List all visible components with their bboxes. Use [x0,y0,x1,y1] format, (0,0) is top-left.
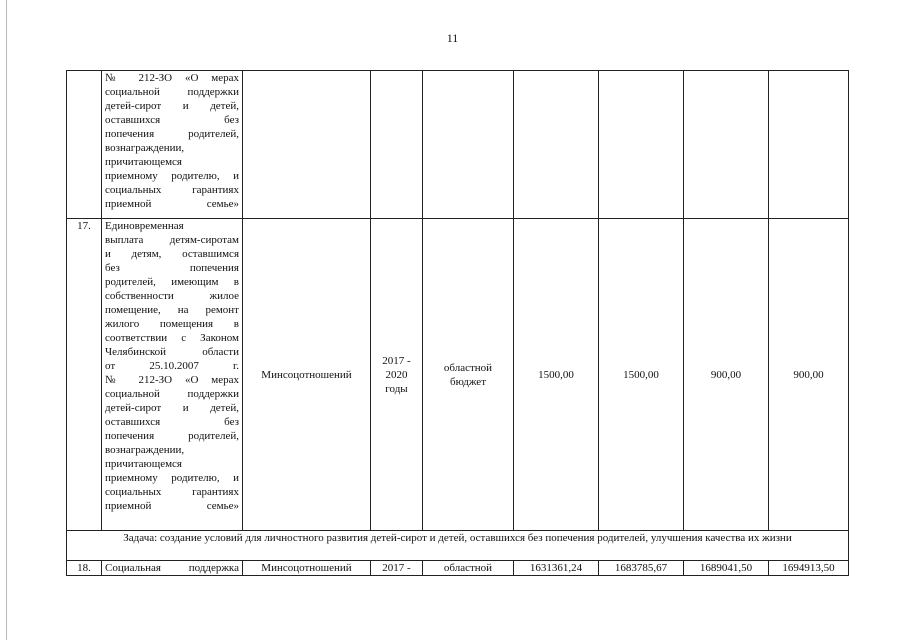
row-number-cell: 18. [67,561,102,576]
period-cell: 2017 - [371,561,423,576]
table-row-continued [67,71,849,219]
total-amount-cell: 1631361,24 [514,561,599,576]
table-row-17 [67,219,849,531]
row-number-cell: 17. [67,219,102,531]
measure-description-cell: Социальная поддержка [102,561,243,576]
year-amount-cell: 1683785,67 [599,561,684,576]
page-binding-line [6,0,7,640]
total-amount-cell: 1500,00 [514,219,599,531]
program-measures-table [66,70,849,576]
table-row-18 [67,561,849,576]
year-amount-cell: 1500,00 [599,219,684,531]
year-amount-cell: 900,00 [684,219,769,531]
executor-cell [243,71,371,219]
measure-description-cell: № 212-ЗО «О мерах социальной поддержки детей-сирот и детей, оставшихся без попечения родителей, вознаграждении, причитающемся приемному родителю, и социальных гарантиях приемной семье» [102,71,243,219]
period-cell: 2017 - 2020 годы [371,219,423,531]
source-cell [423,71,514,219]
total-cell [514,71,599,219]
year-cell [769,71,849,219]
task-row [67,531,849,561]
year-cell [599,71,684,219]
funding-source-cell: областной бюджет [423,219,514,531]
year-cell [684,71,769,219]
executor-cell: Минсоцотношений [243,219,371,531]
period-cell [371,71,423,219]
task-heading: Задача: создание условий для личностного развития детей-сирот и детей, оставшихся без попечения родителей, улучшения качества их жизни [67,531,849,561]
year-amount-cell: 1694913,50 [769,561,849,576]
page-number: 11 [446,31,459,45]
funding-source-cell: областной [423,561,514,576]
year-amount-cell: 1689041,50 [684,561,769,576]
year-amount-cell: 900,00 [769,219,849,531]
row-number-cell [67,71,102,219]
executor-cell: Минсоцотношений [243,561,371,576]
measure-description-cell: Единовременная выплата детям-сиротам и детям, оставшимся без попечения родителей, имеющим в собственности жилое помещение, на ремонт жилого помещения в соответствии с Законом Челябинской области от 25.10.2007 г. № 212-ЗО «О мерах социальной поддержки детей-сирот и детей, оставшихся без попечения родителей, вознаграждении, причитающемся приемному родителю, и социальных гарантиях приемной семье» [102,219,243,531]
